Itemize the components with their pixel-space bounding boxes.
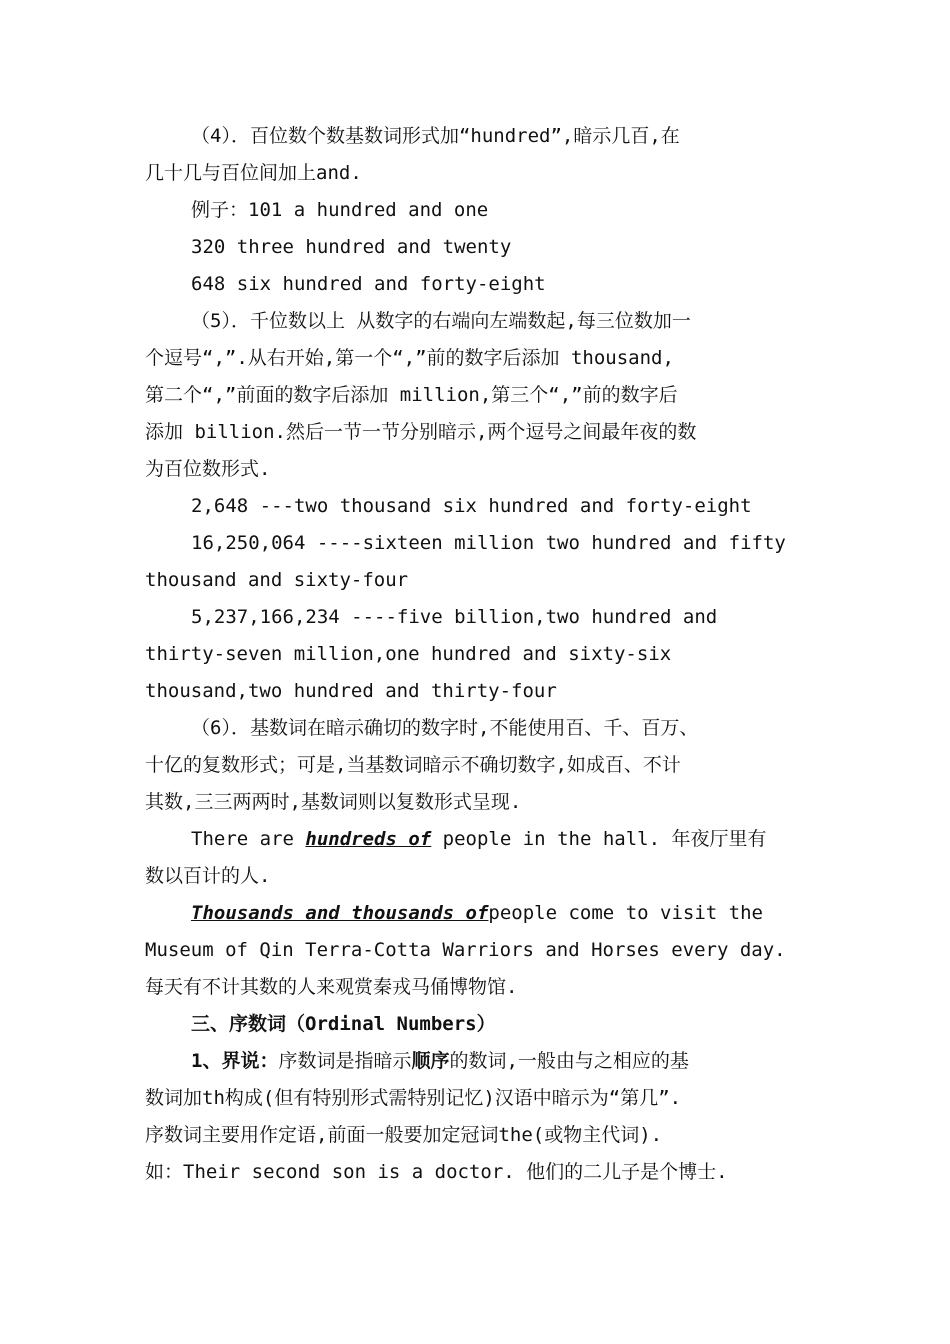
definition-line-2: 数词加th构成(但有特别形式需特别记忆)汉语中暗示为“第几”. — [145, 1087, 682, 1109]
example-5237166234-line-1: 5,237,166,234 ----five billion,two hundred and — [191, 606, 718, 628]
text: 序数词是指暗示 — [278, 1050, 412, 1072]
highlighted-phrase: hundreds of — [305, 828, 432, 850]
para-4-line-2: 几十几与百位间加上and. — [145, 162, 362, 184]
definition-label: 1、界说： — [191, 1050, 279, 1072]
para-6-line-3: 其数,三三两两时,基数词则以复数形式呈现. — [145, 791, 522, 813]
example-thousands-line-1 — [145, 895, 825, 932]
highlighted-phrase: Thousands and thousands of — [191, 902, 489, 924]
example-hundreds-line-1 — [145, 821, 825, 858]
example-hundreds-line-2: 数以百计的人. — [145, 865, 271, 887]
para-6-line-1: （6）．基数词在暗示确切的数字时,不能使用百、千、百万、 — [191, 717, 699, 739]
example-line-1: 例子：101 a hundred and one — [191, 199, 489, 221]
para-6-line-2: 十亿的复数形式；可是,当基数词暗示不确切数字,如成百、不计 — [145, 754, 681, 776]
emphasis-word: 顺序 — [411, 1050, 450, 1072]
definition-line-1 — [145, 1043, 825, 1080]
example-16250064-line-2: thousand and sixty-four — [145, 569, 409, 591]
section-heading-ordinal: 三、序数词（Ordinal Numbers） — [191, 1013, 496, 1035]
example-16250064-line-1: 16,250,064 ----sixteen million two hundred and fifty — [191, 532, 786, 554]
text: 的数词,一般由与之相应的基 — [449, 1050, 689, 1072]
text: people in the hall. 年夜厅里有 — [431, 828, 767, 850]
para-5-line-5: 为百位数形式. — [145, 458, 271, 480]
example-thousands-line-2: Museum of Qin Terra-Cotta Warriors and Horses every day. — [145, 939, 786, 961]
example-line-2: 320 three hundred and twenty — [191, 236, 512, 258]
para-5-line-2: 个逗号“,”.从右开始,第一个“,”前的数字后添加 thousand, — [145, 347, 674, 369]
para-5-line-1: （5）．千位数以上 从数字的右端向左端数起,每三位数加一 — [191, 310, 691, 332]
para-5-line-3: 第二个“,”前面的数字后添加 million,第三个“,”前的数字后 — [145, 384, 678, 406]
text: There are — [191, 828, 306, 850]
para-4-line-1: （4）．百位数个数基数词形式加“hundred”,暗示几百,在 — [191, 125, 680, 147]
example-2648: 2,648 ---two thousand six hundred and forty-eight — [191, 495, 752, 517]
para-5-line-4: 添加 billion.然后一节一节分别暗示,两个逗号之间最年夜的数 — [145, 421, 697, 443]
example-5237166234-line-2: thirty-seven million,one hundred and sixty-six — [145, 643, 672, 665]
example-5237166234-line-3: thousand,two hundred and thirty-four — [145, 680, 557, 702]
document-page — [145, 118, 825, 1191]
example-thousands-line-3: 每天有不计其数的人来观赏秦戎马俑博物馆. — [145, 976, 518, 998]
definition-example: 如：Their second son is a doctor. 他们的二儿子是个博士. — [145, 1161, 728, 1183]
text: people come to visit the — [488, 902, 763, 924]
definition-line-3: 序数词主要用作定语,前面一般要加定冠词the(或物主代词). — [145, 1124, 663, 1146]
example-line-3: 648 six hundred and forty-eight — [191, 273, 546, 295]
